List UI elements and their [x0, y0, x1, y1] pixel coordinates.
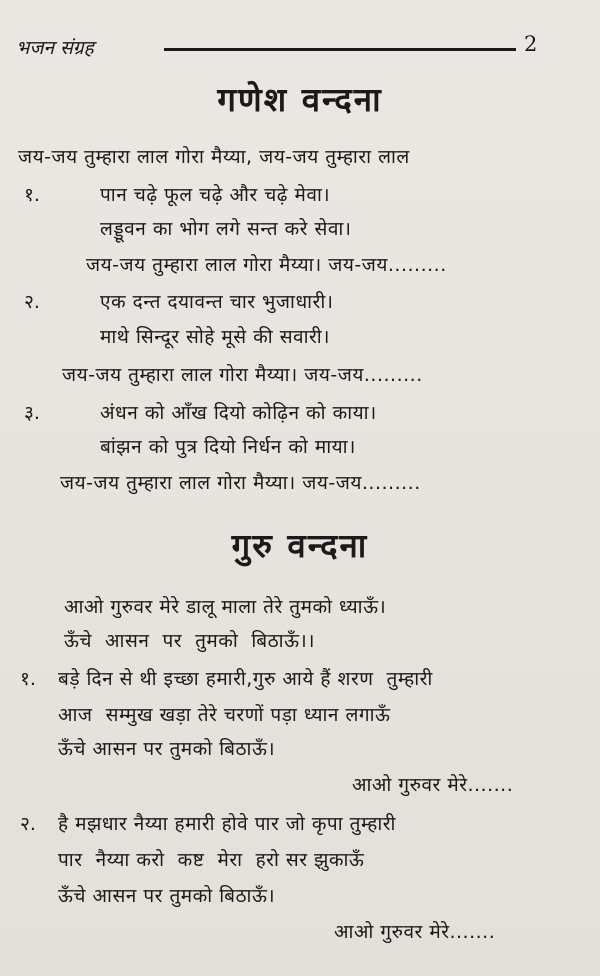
guru-verse-1-line-2: आज सम्मुख खड़ा तेरे चरणों पड़ा ध्यान लगाऊँ [58, 704, 391, 726]
guru-verse-2-line-1: है मझधार नैय्या हमारी होवे पार जो कृपा तुम्हारी [58, 813, 396, 835]
ganesh-verse-2-line-2: माथे सिन्दूर सोहे मूसे की सवारी। [100, 326, 330, 348]
ganesh-verse-3-number: ३. [24, 402, 40, 424]
guru-verse-1-line-1: बड़े दिन से थी इच्छा हमारी,गुरु आये हैं शरण तुम्हारी [58, 668, 433, 690]
ganesh-verse-3-line-1: अंधन को आँख दियो कोढ़िन को काया। [100, 402, 377, 424]
ganesh-verse-2-chorus: जय-जय तुम्हारा लाल गोरा मैय्या। जय-जय......... [62, 364, 423, 386]
guru-vandana-heading: गुरु वन्दना [231, 526, 369, 565]
ganesh-verse-1-chorus: जय-जय तुम्हारा लाल गोरा मैय्या। जय-जय......... [86, 254, 447, 276]
ganesh-vandana-heading: गणेश वन्दना [217, 80, 383, 119]
guru-verse-2-chorus: आओ गुरुवर मेरे....... [334, 921, 496, 943]
guru-verse-1-line-3: ऊँचे आसन पर तुमको बिठाऊँ। [58, 738, 276, 760]
guru-intro-line-2: ऊँचे आसन पर तुमको बिठाऊँ।। [64, 630, 315, 652]
guru-verse-2-number: २. [20, 813, 36, 835]
ganesh-refrain: जय-जय तुम्हारा लाल गोरा मैय्या, जय-जय तुम्हारा लाल [18, 146, 410, 168]
guru-verse-2-line-3: ऊँचे आसन पर तुमको बिठाऊँ। [58, 885, 276, 907]
ganesh-verse-3-line-2: बांझन को पुत्र दियो निर्धन को माया। [100, 436, 356, 458]
guru-verse-1-chorus: आओ गुरुवर मेरे....... [352, 774, 514, 796]
ganesh-verse-2-number: २. [24, 291, 40, 313]
ganesh-verse-1-line-1: पान चढ़े फूल चढ़े और चढ़े मेवा। [100, 184, 331, 206]
page-header [16, 34, 576, 68]
ganesh-verse-1-number: १. [24, 184, 40, 206]
book-title: भजन संग्रह [16, 37, 94, 59]
ganesh-verse-3-chorus: जय-जय तुम्हारा लाल गोरा मैय्या। जय-जय......... [60, 472, 421, 494]
guru-verse-1-number: १. [20, 668, 36, 690]
header-rule [164, 48, 516, 51]
guru-intro-line-1: आओ गुरुवर मेरे डालू माला तेरे तुमको ध्याऊँ। [64, 596, 387, 618]
ganesh-verse-2-line-1: एक दन्त दयावन्त चार भुजाधारी। [100, 291, 334, 313]
page-number: 2 [524, 32, 538, 56]
guru-verse-2-line-2: पार नैय्या करो कष्ट मेरा हरो सर झुकाऊँ [58, 849, 365, 871]
ganesh-verse-1-line-2: लड्डूवन का भोग लगे सन्त करे सेवा। [100, 218, 352, 240]
